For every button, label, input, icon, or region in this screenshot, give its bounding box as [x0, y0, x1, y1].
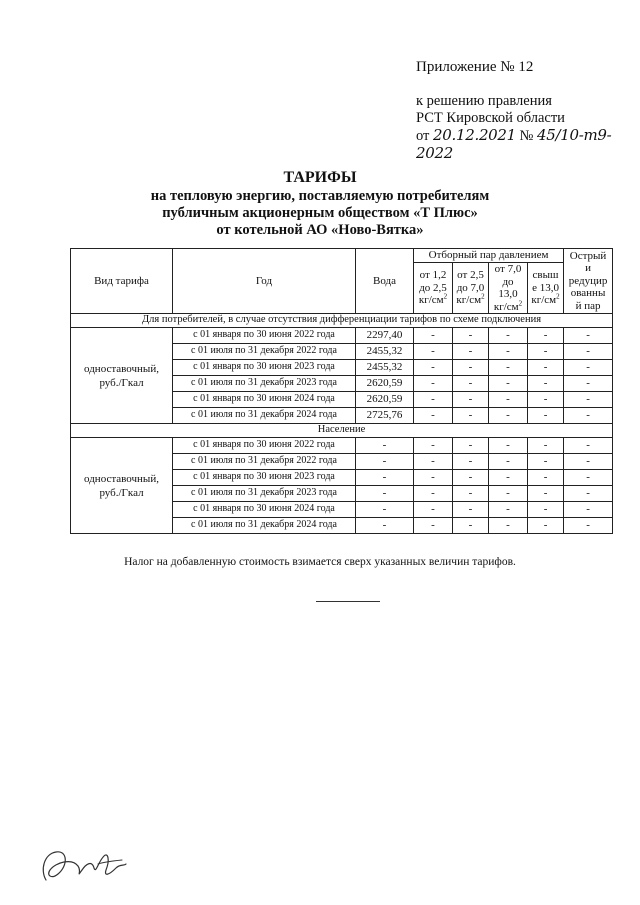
period-cell: с 01 июля по 31 декабря 2022 года	[173, 454, 356, 470]
vat-note: Налог на добавленную стоимость взимается сверх указанных величин тарифов.	[124, 556, 516, 568]
steam-2-cell: -	[453, 486, 489, 502]
steam-1-cell: -	[414, 328, 453, 344]
sharp-steam-cell: -	[564, 454, 613, 470]
col-header-steam-3: от 7,0 до 13,0 $кг/см^2$	[489, 263, 528, 314]
decision-reference	[416, 93, 640, 163]
sharp-steam-cell: -	[564, 328, 613, 344]
period-cell: с 01 января по 30 июня 2022 года	[173, 438, 356, 454]
appendix-number: Приложение № 12	[416, 59, 534, 75]
decision-line-1: к решению правления	[416, 93, 552, 109]
steam-3-cell: -	[489, 486, 528, 502]
col-header-period: Год	[173, 249, 356, 314]
steam-4-cell: -	[528, 360, 564, 376]
steam-2-cell: -	[453, 392, 489, 408]
steam-3-cell: -	[489, 344, 528, 360]
steam-3-cell: -	[489, 376, 528, 392]
sharp-steam-cell: -	[564, 376, 613, 392]
section-title: Население	[71, 424, 613, 438]
steam-1-cell: -	[414, 518, 453, 534]
tariff-kind: одноставочный, руб./Гкал	[71, 328, 173, 424]
period-cell: с 01 января по 30 июня 2023 года	[173, 470, 356, 486]
period-cell: с 01 июля по 31 декабря 2023 года	[173, 486, 356, 502]
period-cell: с 01 июля по 31 декабря 2023 года	[173, 376, 356, 392]
steam-3-cell: -	[489, 438, 528, 454]
period-cell: с 01 июля по 31 декабря 2022 года	[173, 344, 356, 360]
document-title	[0, 168, 640, 239]
col-header-water: Вода	[356, 249, 414, 314]
sharp-steam-cell: -	[564, 344, 613, 360]
period-cell: с 01 июля по 31 декабря 2024 года	[173, 408, 356, 424]
title-line-1: на тепловую энергию, поставляемую потребителям	[150, 188, 490, 204]
col-header-steam-group: Отборный пар давлением	[414, 249, 564, 263]
steam-2-cell: -	[453, 454, 489, 470]
steam-3-cell: -	[489, 408, 528, 424]
title-main: ТАРИФЫ	[283, 169, 357, 186]
water-tariff-cell: -	[356, 454, 414, 470]
steam-4-cell: -	[528, 408, 564, 424]
tariff-table	[70, 248, 613, 534]
tariff-table-body	[71, 314, 613, 534]
steam-4-cell: -	[528, 518, 564, 534]
steam-3-cell: -	[489, 454, 528, 470]
steam-3-cell: -	[489, 502, 528, 518]
period-cell: с 01 января по 30 июня 2024 года	[173, 502, 356, 518]
water-tariff-cell: -	[356, 518, 414, 534]
steam-3-cell: -	[489, 470, 528, 486]
sharp-steam-cell: -	[564, 392, 613, 408]
steam-4-cell: -	[528, 438, 564, 454]
steam-3-cell: -	[489, 392, 528, 408]
steam-3-cell: -	[489, 328, 528, 344]
steam-4-cell: -	[528, 392, 564, 408]
decision-number-label: №	[519, 128, 534, 144]
sharp-steam-cell: -	[564, 518, 613, 534]
steam-1-cell: -	[414, 360, 453, 376]
water-tariff-cell: -	[356, 438, 414, 454]
steam-2-cell: -	[453, 344, 489, 360]
separator-line	[316, 601, 380, 602]
steam-2-cell: -	[453, 408, 489, 424]
col-header-steam-1: от 1,2 до 2,5 $кг/см^2$	[414, 263, 453, 314]
steam-1-cell: -	[414, 344, 453, 360]
section-row	[71, 314, 613, 328]
steam-1-cell: -	[414, 438, 453, 454]
steam-1-cell: -	[414, 376, 453, 392]
steam-1-cell: -	[414, 470, 453, 486]
tariff-kind: одноставочный, руб./Гкал	[71, 438, 173, 534]
water-tariff-cell: 2620,59	[356, 376, 414, 392]
signature	[38, 840, 128, 890]
steam-1-cell: -	[414, 408, 453, 424]
steam-2-cell: -	[453, 438, 489, 454]
steam-2-cell: -	[453, 376, 489, 392]
decision-line-2: РСТ Кировской области	[416, 110, 565, 126]
water-tariff-cell: 2455,32	[356, 360, 414, 376]
period-cell: с 01 января по 30 июня 2022 года	[173, 328, 356, 344]
water-tariff-cell: 2725,76	[356, 408, 414, 424]
steam-3-cell: -	[489, 518, 528, 534]
steam-4-cell: -	[528, 454, 564, 470]
water-tariff-cell: 2297,40	[356, 328, 414, 344]
steam-4-cell: -	[528, 376, 564, 392]
table-header-row-1	[71, 249, 613, 263]
sharp-steam-cell: -	[564, 438, 613, 454]
title-line-2: публичным акционерным обществом «Т Плюс»	[162, 205, 478, 221]
sharp-steam-cell: -	[564, 470, 613, 486]
title-line-3: от котельной АО «Ново-Вятка»	[216, 222, 424, 238]
steam-1-cell: -	[414, 502, 453, 518]
col-header-sharp-steam: Острый и редуцир ованны й пар	[564, 249, 613, 314]
steam-1-cell: -	[414, 454, 453, 470]
table-row	[71, 438, 613, 454]
sharp-steam-cell: -	[564, 360, 613, 376]
steam-3-cell: -	[489, 360, 528, 376]
decision-line-3	[416, 127, 640, 163]
steam-2-cell: -	[453, 328, 489, 344]
col-header-steam-4: свыш е 13,0 $кг/см^2$	[528, 263, 564, 314]
steam-4-cell: -	[528, 486, 564, 502]
decision-date: 20.12.2021	[433, 126, 516, 144]
sharp-steam-cell: -	[564, 408, 613, 424]
table-row	[71, 328, 613, 344]
water-tariff-cell: -	[356, 486, 414, 502]
water-tariff-cell: -	[356, 470, 414, 486]
steam-4-cell: -	[528, 470, 564, 486]
steam-2-cell: -	[453, 518, 489, 534]
steam-1-cell: -	[414, 486, 453, 502]
period-cell: с 01 января по 30 июня 2023 года	[173, 360, 356, 376]
period-cell: с 01 июля по 31 декабря 2024 года	[173, 518, 356, 534]
steam-4-cell: -	[528, 328, 564, 344]
col-header-steam-2: от 2,5 до 7,0 $кг/см^2$	[453, 263, 489, 314]
decision-number: 45/10-т9-2022	[416, 126, 612, 162]
steam-1-cell: -	[414, 392, 453, 408]
period-cell: с 01 января по 30 июня 2024 года	[173, 392, 356, 408]
water-tariff-cell: 2620,59	[356, 392, 414, 408]
steam-2-cell: -	[453, 470, 489, 486]
steam-2-cell: -	[453, 502, 489, 518]
section-title: Для потребителей, в случае отсутствия дифференциации тарифов по схеме подключения	[71, 314, 613, 328]
sharp-steam-cell: -	[564, 502, 613, 518]
steam-4-cell: -	[528, 344, 564, 360]
water-tariff-cell: 2455,32	[356, 344, 414, 360]
col-header-kind: Вид тарифа	[71, 249, 173, 314]
decision-prefix: от	[416, 128, 430, 144]
sharp-steam-cell: -	[564, 486, 613, 502]
section-row	[71, 424, 613, 438]
steam-2-cell: -	[453, 360, 489, 376]
steam-4-cell: -	[528, 502, 564, 518]
water-tariff-cell: -	[356, 502, 414, 518]
